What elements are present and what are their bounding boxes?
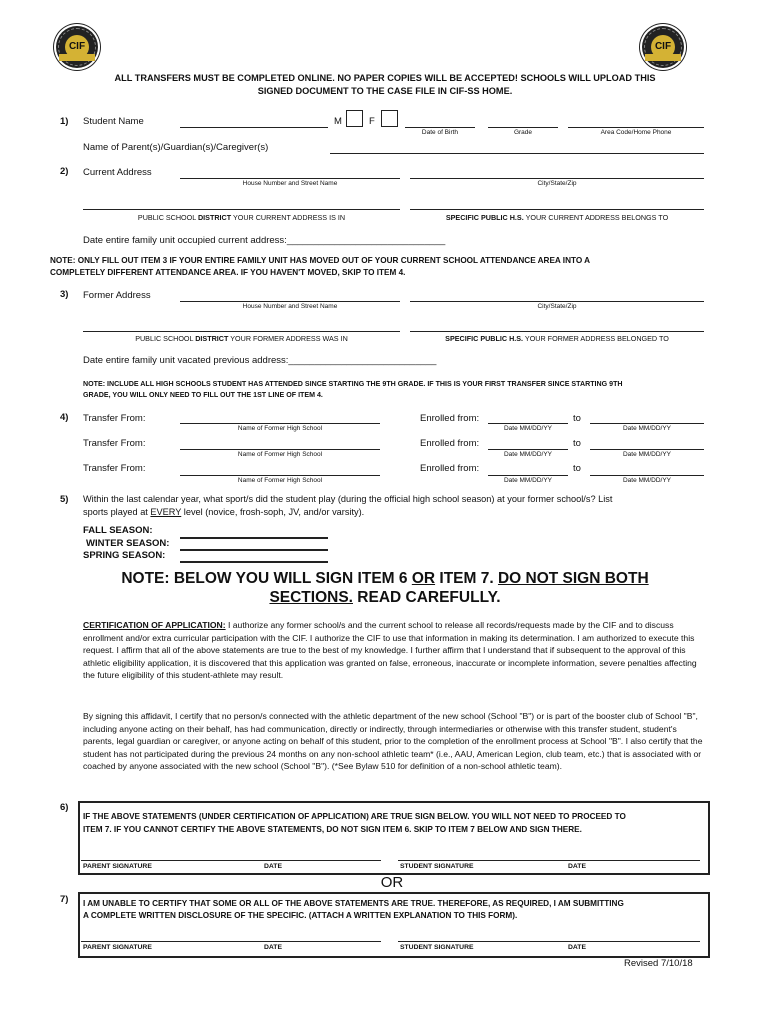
former-school-caption: Name of Former High School — [237, 477, 323, 484]
item-7-parent-signature-field[interactable] — [81, 941, 381, 942]
to-label: to — [573, 413, 581, 424]
current-district-caption: PUBLIC SCHOOL DISTRICT YOUR CURRENT ADDRESS IS IN — [137, 213, 346, 222]
sex-f-label: F — [369, 116, 375, 127]
former-city-caption: City/State/Zip — [537, 303, 577, 310]
parents-name-field[interactable] — [330, 153, 704, 154]
former-district-caption: PUBLIC SCHOOL DISTRICT YOUR FORMER ADDRESS WAS IN — [135, 334, 348, 343]
enrolled-from-label: Enrolled from: — [420, 413, 480, 424]
student-name-label: Student Name — [83, 116, 144, 127]
cif-logo-right — [642, 26, 684, 68]
enrolled-start-field[interactable] — [488, 449, 568, 450]
item-3-number: 3) — [60, 289, 69, 300]
grade-caption: Grade — [513, 129, 533, 136]
phone-caption: Area Code/Home Phone — [600, 129, 672, 136]
certification-title: CERTIFICATION OF APPLICATION: — [83, 620, 226, 630]
enrolled-from-label: Enrolled from: — [420, 463, 480, 474]
phone-field[interactable] — [568, 127, 704, 128]
enrolled-start-caption: Date MM/DD/YY — [503, 477, 553, 484]
former-street-caption: House Number and Street Name — [242, 303, 338, 310]
item-7-student-date-label: DATE — [568, 944, 586, 951]
enrolled-end-caption: Date MM/DD/YY — [622, 425, 672, 432]
spring-season-label: SPRING SEASON: — [83, 550, 166, 561]
enrolled-start-field[interactable] — [488, 423, 568, 424]
note-item4-line1: NOTE: INCLUDE ALL HIGH SCHOOLS STUDENT HAS ATTENDED SINCE STARTING THE 9TH GRADE. IF THIS IS YOUR FIRST TRANSFER SINCE STARTING 9TH — [83, 380, 623, 388]
item-5-number: 5) — [60, 494, 69, 505]
cif-logo-left — [56, 26, 98, 68]
item-6-parent-date-label: DATE — [264, 863, 282, 870]
note-item4-line2: GRADE, YOU WILL ONLY NEED TO FILL OUT THE 1ST LINE OF ITEM 4. — [83, 391, 323, 399]
winter-season-field[interactable] — [180, 549, 328, 551]
certification-paragraph: CERTIFICATION OF APPLICATION: I authorize any former school/s and the current school to release all records/requests made by the CIF and to discuss enrollment and/or extra curricular participation with the CIF. I authorize the CIF to use that information in making its determination. I am authorized to execute this request. I affirm that all of the above statements are true to the best of my knowledge. I further affirm that I understand that if subsequent to the approval of this athletic eligibility application, it is discovered that this application was granted on false, erroneous, inaccurate or incomplete information, severe penalties affecting the future eligibility of this student-athlete may result. — [83, 620, 697, 681]
former-street-field[interactable] — [180, 301, 400, 302]
item-7-number: 7) — [60, 894, 69, 905]
header-line-1: ALL TRANSFERS MUST BE COMPLETED ONLINE. NO PAPER COPIES WILL BE ACCEPTED! SCHOOLS WILL UPLOAD THIS — [114, 73, 656, 83]
dob-field[interactable] — [405, 127, 475, 128]
date-occupied-field[interactable]: Date entire family unit occupied current address:______________________________ — [83, 235, 446, 246]
enrolled-end-caption: Date MM/DD/YY — [622, 451, 672, 458]
enrolled-end-field[interactable] — [590, 475, 704, 476]
dob-caption: Date of Birth — [421, 129, 459, 136]
former-district-field[interactable] — [83, 331, 400, 332]
sex-m-checkbox[interactable] — [346, 110, 363, 127]
cif-logo-right-text: CIF — [651, 35, 675, 59]
winter-season-label: WINTER SEASON: — [86, 538, 170, 549]
former-hs-field[interactable] — [410, 331, 704, 332]
current-hs-field[interactable] — [410, 209, 704, 210]
item-4-number: 4) — [60, 412, 69, 423]
item-6-parent-signature-label: PARENT SIGNATURE — [83, 863, 152, 870]
header-line-2: SIGNED DOCUMENT TO THE CASE FILE IN CIF-SS HOME. — [257, 86, 513, 96]
date-vacated-field[interactable]: Date entire family unit vacated previous address:____________________________ — [83, 355, 437, 366]
item-7-parent-signature-label: PARENT SIGNATURE — [83, 944, 152, 951]
to-label: to — [573, 438, 581, 449]
former-address-label: Former Address — [83, 290, 151, 301]
current-city-field[interactable] — [410, 178, 704, 179]
spring-season-field[interactable] — [180, 561, 328, 563]
sign-note-line1: NOTE: BELOW YOU WILL SIGN ITEM 6 OR ITEM 7. DO NOT SIGN BOTH — [121, 570, 649, 587]
transfer-from-label: Transfer From: — [83, 438, 146, 449]
item-6-instruction-line2: ITEM 7. IF YOU CANNOT CERTIFY THE ABOVE STATEMENTS, DO NOT SIGN ITEM 6. SKIP TO ITEM 7 BELOW AND SIGN THERE. — [83, 825, 582, 834]
former-school-field[interactable] — [180, 423, 380, 424]
current-city-caption: City/State/Zip — [537, 180, 577, 187]
current-district-field[interactable] — [83, 209, 400, 210]
former-school-field[interactable] — [180, 475, 380, 476]
sex-f-checkbox[interactable] — [381, 110, 398, 127]
sign-note-line2: SECTIONS. READ CAREFULLY. — [269, 589, 501, 606]
item-2-number: 2) — [60, 166, 69, 177]
student-name-field[interactable] — [180, 127, 328, 128]
enrolled-start-caption: Date MM/DD/YY — [503, 425, 553, 432]
former-school-caption: Name of Former High School — [237, 451, 323, 458]
enrolled-end-field[interactable] — [590, 449, 704, 450]
parents-name-label: Name of Parent(s)/Guardian(s)/Caregiver(s) — [83, 142, 269, 153]
item-1-number: 1) — [60, 116, 69, 127]
fall-season-label: FALL SEASON: — [83, 525, 153, 536]
current-hs-caption: SPECIFIC PUBLIC H.S. YOUR CURRENT ADDRESS BELONGS TO — [445, 213, 669, 222]
current-street-field[interactable] — [180, 178, 400, 179]
former-school-field[interactable] — [180, 449, 380, 450]
item-6-student-signature-field[interactable] — [398, 860, 700, 861]
item-6-instruction-line1: IF THE ABOVE STATEMENTS (UNDER CERTIFICATION OF APPLICATION) ARE TRUE SIGN BELOW. YOU WILL NOT NEED TO PROCEED TO — [83, 812, 626, 821]
enrolled-start-field[interactable] — [488, 475, 568, 476]
item-7-instruction-line1: I AM UNABLE TO CERTIFY THAT SOME OR ALL OF THE ABOVE STATEMENTS ARE TRUE. THEREFORE, AS REQUIRED, I AM SUBMITTING — [83, 899, 624, 908]
item-6-parent-signature-field[interactable] — [81, 860, 381, 861]
item-7-student-signature-field[interactable] — [398, 941, 700, 942]
affidavit-paragraph: By signing this affidavit, I certify that no person/s connected with the athletic department of the new school (School "B") or is part of the booster club of School "B", including anyone acting on their behalf, has had communication, directly or indirectly, through intermediaries or otherwise with this transfer student, student's parents, legal guardian or caregiver, or anyone acting on behalf of this student, prior to the completion of the enrollment process at School "B". I also certify that the student has not participated during the previous 24 months on any non-school athletic team* (i.e., AAU, American Legion, club team, etc.) that is associated with or coached by anyone associated with the new school (School "B"). (*See Bylaw 510 for definition of a non-school athletic team). — [83, 711, 703, 772]
sex-m-label: M — [334, 116, 342, 127]
revision-date: Revised 7/10/18 — [624, 958, 693, 969]
former-school-caption: Name of Former High School — [237, 425, 323, 432]
enrolled-start-caption: Date MM/DD/YY — [503, 451, 553, 458]
item-6-student-signature-label: STUDENT SIGNATURE — [400, 863, 474, 870]
current-street-caption: House Number and Street Name — [242, 180, 338, 187]
former-hs-caption: SPECIFIC PUBLIC H.S. YOUR FORMER ADDRESS BELONGED TO — [445, 334, 669, 343]
sports-question-line2: sports played at EVERY level (novice, frosh-soph, JV, and/or varsity). — [83, 507, 365, 517]
to-label: to — [573, 463, 581, 474]
item-7-parent-date-label: DATE — [264, 944, 282, 951]
grade-field[interactable] — [488, 127, 558, 128]
enrolled-from-label: Enrolled from: — [420, 438, 480, 449]
item-6-student-date-label: DATE — [568, 863, 586, 870]
enrolled-end-field[interactable] — [590, 423, 704, 424]
enrolled-end-caption: Date MM/DD/YY — [622, 477, 672, 484]
transfer-from-label: Transfer From: — [83, 463, 146, 474]
sports-question-line1: Within the last calendar year, what sport/s did the student play (during the official high school season) at your former school/s? List — [83, 494, 613, 504]
note-item3-line1: NOTE: ONLY FILL OUT ITEM 3 IF YOUR ENTIRE FAMILY UNIT HAS MOVED OUT OF YOUR CURRENT SCHOOL ATTENDANCE AREA INTO A — [50, 256, 591, 265]
current-address-label: Current Address — [83, 167, 152, 178]
item-6-number: 6) — [60, 802, 69, 813]
transfer-from-label: Transfer From: — [83, 413, 146, 424]
cif-logo-left-text: CIF — [65, 35, 89, 59]
fall-season-field[interactable] — [180, 537, 328, 539]
or-divider: OR — [380, 874, 404, 891]
item-7-instruction-line2: A COMPLETE WRITTEN DISCLOSURE OF THE SPECIFIC. (ATTACH A WRITTEN EXPLANATION TO THIS FORM). — [83, 911, 518, 920]
former-city-field[interactable] — [410, 301, 704, 302]
item-7-student-signature-label: STUDENT SIGNATURE — [400, 944, 474, 951]
note-item3-line2: COMPLETELY DIFFERENT ATTENDANCE AREA. IF YOU HAVEN'T MOVED, SKIP TO ITEM 4. — [50, 268, 406, 277]
